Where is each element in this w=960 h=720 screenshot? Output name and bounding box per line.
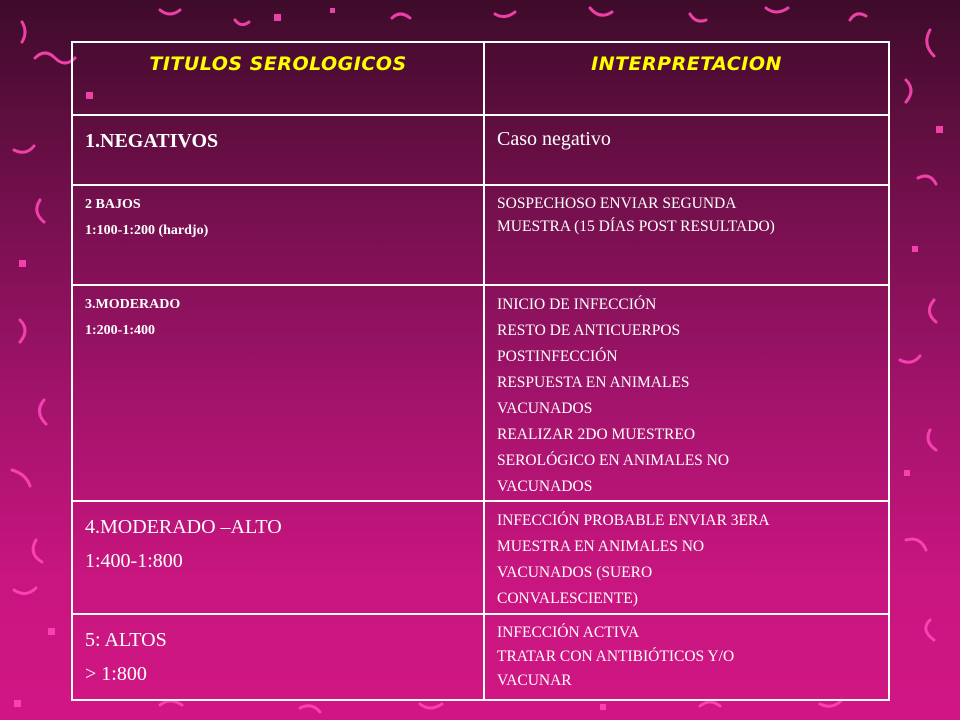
interpretacion-line: REALIZAR 2DO MUESTREO xyxy=(497,426,696,443)
interpretacion-line: MUESTRA (15 DÍAS POST RESULTADO) xyxy=(497,218,775,235)
interpretacion-line: VACUNADOS xyxy=(497,478,593,495)
confetti-curl xyxy=(766,8,788,12)
table-header-row xyxy=(72,42,889,115)
confetti-curl xyxy=(906,80,911,102)
titulo-line: 1:200-1:400 xyxy=(85,323,155,338)
titulo-line: 3.MODERADO xyxy=(85,297,181,312)
confetti-curl xyxy=(39,400,46,424)
confetti-curl xyxy=(392,14,410,18)
titulo-cell xyxy=(72,285,484,501)
titulo-line: 5: ALTOS xyxy=(85,629,167,651)
confetti-curl xyxy=(235,20,249,25)
confetti-curl xyxy=(927,30,934,56)
confetti-piece xyxy=(330,8,335,13)
interpretacion-cell xyxy=(484,285,889,501)
titulo-cell xyxy=(72,614,484,700)
interpretacion-cell xyxy=(484,614,889,700)
titulo-line: 4.MODERADO –ALTO xyxy=(85,516,282,538)
interpretacion-cell xyxy=(484,115,889,185)
confetti-curl xyxy=(495,12,515,17)
confetti-piece xyxy=(19,260,26,267)
interpretacion-line: MUESTRA EN ANIMALES NO xyxy=(497,538,705,555)
confetti-curl xyxy=(700,702,720,706)
header-interpretacion: INTERPRETACION xyxy=(484,42,889,115)
confetti-curl xyxy=(420,704,442,708)
interpretacion-line: SEROLÓGICO EN ANIMALES NO xyxy=(497,452,730,469)
confetti-piece xyxy=(904,470,910,476)
confetti-piece xyxy=(912,246,918,252)
confetti-curl xyxy=(160,701,182,705)
interpretacion-line: TRATAR CON ANTIBIÓTICOS Y/O xyxy=(497,648,735,665)
interpretacion-line: CONVALESCIENTE) xyxy=(497,590,638,607)
interpretacion-line: INICIO DE INFECCIÓN xyxy=(497,296,657,313)
confetti-curl xyxy=(690,14,706,21)
interpretacion-line: SOSPECHOSO ENVIAR SEGUNDA xyxy=(497,195,737,212)
confetti-curl xyxy=(12,470,30,486)
confetti-piece xyxy=(600,704,606,710)
table-row xyxy=(72,185,889,285)
interpretacion-line: VACUNADOS (SUERO xyxy=(497,564,653,581)
serology-table xyxy=(71,41,890,701)
confetti-piece xyxy=(274,14,281,21)
interpretacion-line: Caso negativo xyxy=(497,128,611,150)
confetti-curl xyxy=(14,588,36,594)
confetti-curl xyxy=(926,620,934,640)
titulo-cell xyxy=(72,185,484,285)
confetti-piece xyxy=(14,700,21,707)
confetti-piece xyxy=(48,628,55,635)
confetti-curl xyxy=(33,540,42,562)
confetti-curl xyxy=(22,22,25,42)
interpretacion-line: VACUNADOS xyxy=(497,400,593,417)
interpretacion-line: RESTO DE ANTICUERPOS xyxy=(497,322,681,339)
confetti-curl xyxy=(929,300,936,322)
interpretacion-cell xyxy=(484,185,889,285)
table-row xyxy=(72,501,889,614)
confetti-curl xyxy=(928,430,936,450)
titulo-line: 1:400-1:800 xyxy=(85,550,183,572)
confetti-curl xyxy=(590,8,612,15)
confetti-curl xyxy=(160,10,180,14)
titulo-line: > 1:800 xyxy=(85,663,147,685)
interpretacion-line: VACUNAR xyxy=(497,672,572,689)
interpretacion-line: POSTINFECCIÓN xyxy=(497,348,618,365)
table-row xyxy=(72,115,889,185)
interpretacion-line: INFECCIÓN PROBABLE ENVIAR 3ERA xyxy=(497,512,770,529)
titulo-line: 2 BAJOS xyxy=(85,197,141,212)
interpretacion-line: RESPUESTA EN ANIMALES xyxy=(497,374,690,391)
titulo-cell xyxy=(72,115,484,185)
confetti-curl xyxy=(14,146,34,152)
confetti-curl xyxy=(850,14,866,20)
confetti-curl xyxy=(35,53,75,63)
confetti-curl xyxy=(900,356,920,362)
interpretacion-line: INFECCIÓN ACTIVA xyxy=(497,624,640,641)
titulo-cell xyxy=(72,501,484,614)
confetti-piece xyxy=(936,126,943,133)
confetti-curl xyxy=(37,200,44,222)
header-titulos: TITULOS SEROLOGICOS xyxy=(72,42,484,115)
confetti-curl xyxy=(918,176,936,184)
titulo-line: 1:100-1:200 (hardjo) xyxy=(85,223,209,238)
confetti-curl xyxy=(20,320,25,342)
confetti-curl xyxy=(906,539,926,550)
table-row xyxy=(72,614,889,700)
titulo-line: 1.NEGATIVOS xyxy=(85,130,219,152)
confetti-curl xyxy=(300,706,320,712)
table-row xyxy=(72,285,889,501)
interpretacion-cell xyxy=(484,501,889,614)
